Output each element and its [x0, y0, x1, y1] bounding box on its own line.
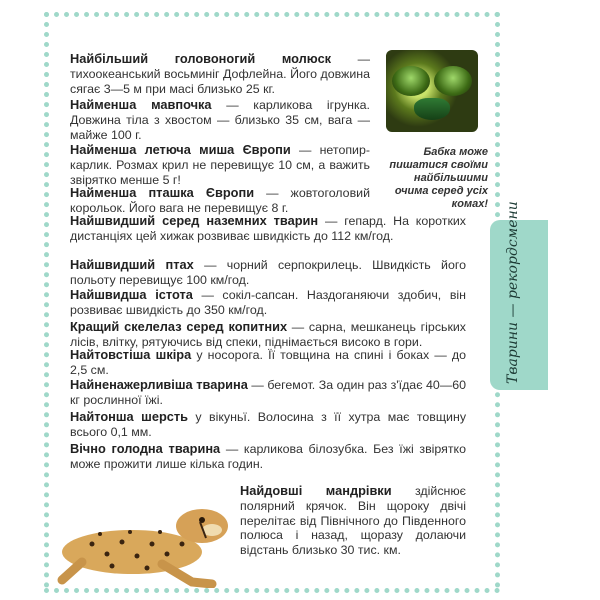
- fact-title: Найшвидший птах: [70, 257, 194, 272]
- fact-text: — чорний серпокрилець. Швидкість його польоту перевищує 100 км/год.: [70, 258, 466, 287]
- fact-item: [70, 410, 466, 440]
- dotted-border-left: [44, 12, 49, 588]
- fact-title: Найшвидший серед наземних тварин: [70, 213, 319, 228]
- fact-text: у носорога. Її товщина на спині і боках — до 2,5 см.: [70, 348, 466, 377]
- fact-title: Найненажерливіша тварина: [70, 377, 248, 392]
- fact-text: — сарна, мешканець гірських лісів, влітку, рятуючись від спеки, піднімається високо в гори.: [70, 320, 467, 349]
- fact-text: — карликова білозубка. Без їжі звірятко може прожити лише кілька годин.: [70, 442, 466, 471]
- fact-item: [70, 288, 466, 318]
- fact-item: [70, 348, 466, 378]
- fact-title: Кращий скелелаз серед копитних: [70, 319, 288, 334]
- dragonfly-eye-left: [392, 66, 430, 96]
- fact-item: [70, 98, 370, 142]
- fact-title: Найменша летюча миша Європи: [70, 142, 291, 157]
- fact-title: Вічно голодна тварина: [70, 441, 221, 456]
- fact-item: [70, 143, 370, 187]
- fact-title: Найменша пташка Європи: [70, 185, 255, 200]
- fact-item: [70, 52, 370, 96]
- fact-text: — сокіл-сапсан. Наздоганяючи здобич, він розвиває швидкість до 350 км/год.: [70, 288, 466, 317]
- chapter-tab-label: Тварини — рекордсмени: [505, 201, 521, 384]
- cheetah-front-leg: [162, 564, 212, 584]
- fact-item: [70, 186, 370, 216]
- fact-text: — жовтоголовий корольок. Його вага не перевищує 8 г.: [70, 186, 370, 215]
- fact-item: [240, 484, 466, 558]
- cheetah-body: [62, 530, 202, 574]
- fact-title: Найшвидша істота: [70, 287, 193, 302]
- fact-item: [70, 442, 466, 472]
- fact-text: — гепард. На коротких дистанціях цей хижак розвиває швидкість до 112 км/год.: [70, 214, 466, 243]
- fact-title: Найбільший головоногий молюск: [70, 51, 332, 66]
- fact-title: Найтонша шерсть: [70, 409, 189, 424]
- dragonfly-mouth: [414, 98, 450, 120]
- fact-item: [70, 378, 466, 408]
- cheetah-illustration: [52, 484, 242, 588]
- fact-text: — карликова ігрунка. Довжина тіла з хвостом — близько 35 см, вага — майже 100 г.: [70, 98, 371, 142]
- dotted-border-bottom: [44, 588, 500, 593]
- fact-text: у вікуньї. Волосина з її хутра має товщину всього 0,1 мм.: [70, 410, 467, 439]
- fact-text: — бегемот. За один раз з'їдає 40—60 кг рослинної їжі.: [70, 378, 466, 407]
- photo-caption: Бабка може пишатися своїми найбільшими очима серед усіх комах!: [389, 146, 488, 210]
- fact-text: — тихоокеанський восьминіг Дофлейна. Його довжина сягає 3—5 м при масі близько 25 кг.: [70, 52, 370, 96]
- fact-item: [70, 320, 466, 350]
- fact-item: [70, 258, 466, 288]
- cheetah-back-leg: [62, 562, 82, 580]
- fact-title: Найменша мавпочка: [70, 97, 212, 112]
- dragonfly-eye-right: [434, 66, 472, 96]
- dragonfly-photo: [386, 50, 478, 132]
- fact-title: Найдовші мандрівки: [240, 483, 392, 498]
- fact-title: Найтовстіша шкіра: [70, 347, 192, 362]
- fact-text: — нетопир-карлик. Розмах крил не перевищує 10 см, а важить звірятко менше 5 г!: [70, 143, 370, 187]
- dotted-border-top: [44, 12, 500, 17]
- fact-item: [70, 214, 466, 244]
- fact-text: здійснює полярний крячок. Він щороку двічі перелітає від Північного до Південного полюса і назад, щоразу долаючи відстань близько 30 тис. км.: [240, 484, 466, 558]
